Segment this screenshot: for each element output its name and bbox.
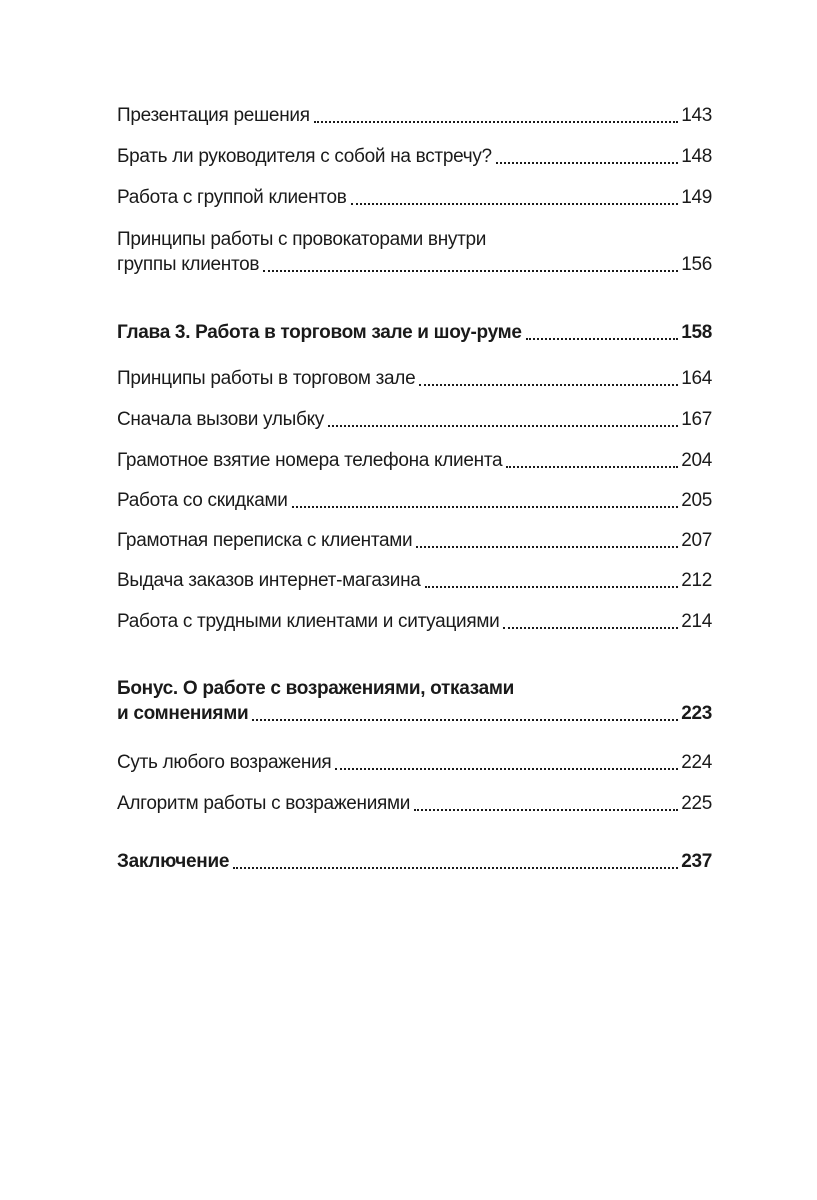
dot-leader [496, 162, 678, 164]
toc-entry-title: Принципы работы в торговом зале [117, 368, 416, 389]
toc-entry-title: Презентация решения [117, 105, 310, 126]
toc-entry-title-line1: Принципы работы с провокаторами внутри [117, 229, 487, 250]
toc-entry [117, 366, 712, 391]
dot-leader [252, 719, 678, 721]
toc-entry [117, 185, 712, 210]
toc-entry-title: Суть любого возражения [117, 752, 332, 773]
dot-leader [425, 586, 679, 588]
toc-entry-title-line1: Бонус. О работе с возражениями, отказами [117, 678, 515, 699]
toc-entry-title: Заключение [117, 851, 230, 872]
toc-entry-page: 143 [681, 105, 712, 126]
toc-entry-title: Глава 3. Работа в торговом зале и шоу-руме [117, 322, 522, 343]
toc-entry-page: 148 [681, 146, 712, 167]
dot-leader [328, 425, 678, 427]
toc-entry [117, 791, 712, 816]
toc-entry-page: 225 [681, 793, 712, 814]
dot-leader [506, 466, 678, 468]
dot-leader [503, 627, 678, 629]
dot-leader [233, 867, 678, 869]
toc-entry-title: Работа с трудными клиентами и ситуациями [117, 611, 500, 632]
toc-entry-title: Грамотное взятие номера телефона клиента [117, 450, 503, 471]
toc-entry-page: 158 [681, 322, 712, 343]
toc-entry [117, 103, 712, 128]
toc-entry [117, 750, 712, 775]
toc-entry-page: 156 [681, 254, 712, 275]
toc-entry-title: Выдача заказов интернет-магазина [117, 570, 421, 591]
toc-entry [117, 407, 712, 432]
toc-entry-page: 214 [681, 611, 712, 632]
toc-entry-page: 207 [681, 530, 712, 551]
toc-entry [117, 528, 712, 553]
toc-entry-title: Работа со скидками [117, 490, 288, 511]
toc-entry-title: Сначала вызови улыбку [117, 409, 324, 430]
toc-entry-page: 224 [681, 752, 712, 773]
toc-chapter-entry [117, 676, 712, 726]
toc-chapter-entry [117, 320, 712, 345]
dot-leader [414, 809, 678, 811]
toc-chapter-entry [117, 849, 712, 874]
toc-entry-title: группы клиентов [117, 254, 260, 275]
toc-entry-page: 237 [681, 851, 712, 872]
dot-leader [314, 121, 679, 123]
toc-entry-page: 167 [681, 409, 712, 430]
dot-leader [263, 270, 678, 272]
toc-entry-title: Работа с группой клиентов [117, 187, 347, 208]
toc-entry-page: 164 [681, 368, 712, 389]
dot-leader [292, 506, 679, 508]
toc-entry-page: 223 [681, 703, 712, 724]
toc-entry-page: 204 [681, 450, 712, 471]
toc-entry-title: Алгоритм работы с возражениями [117, 793, 411, 814]
toc-entry [117, 609, 712, 634]
toc-entry [117, 144, 712, 169]
toc-entry [117, 227, 712, 277]
dot-leader [416, 546, 678, 548]
dot-leader [526, 338, 679, 340]
toc-entry-title: Брать ли руководителя с собой на встречу? [117, 146, 492, 167]
toc-entry-page: 212 [681, 570, 712, 591]
toc-entry-title: и сомнениями [117, 703, 249, 724]
toc-entry [117, 448, 712, 473]
toc-entry [117, 568, 712, 593]
toc-entry-page: 149 [681, 187, 712, 208]
toc-entry [117, 488, 712, 513]
toc-entry-page: 205 [681, 490, 712, 511]
dot-leader [335, 768, 678, 770]
dot-leader [419, 384, 678, 386]
dot-leader [351, 203, 679, 205]
toc-entry-title: Грамотная переписка с клиентами [117, 530, 413, 551]
